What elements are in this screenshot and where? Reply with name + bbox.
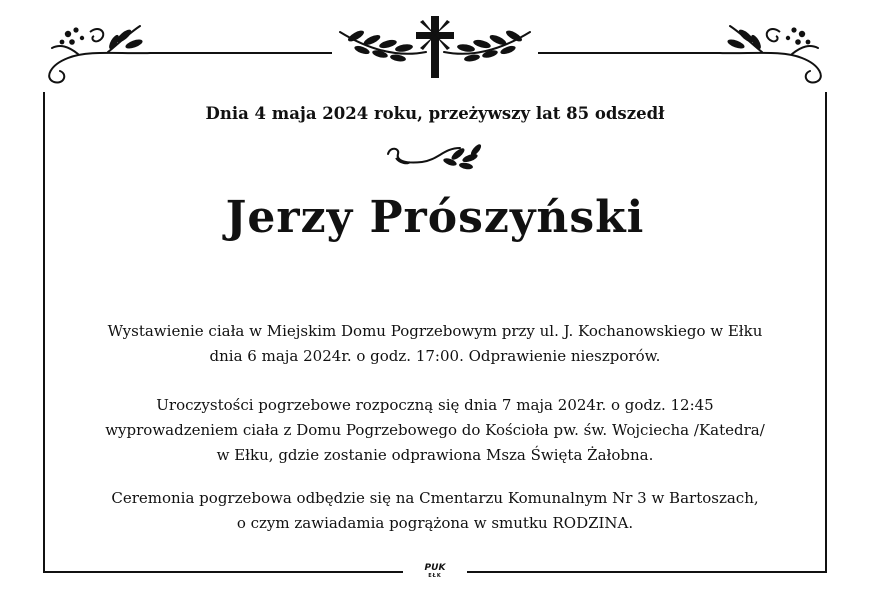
paragraph-line: Uroczystości pogrzebowe rozpoczną się dnia 7 maja 2024r. o godz. 12:45 — [156, 396, 714, 414]
frame-bottom-border-left — [43, 571, 403, 573]
paragraph-line: dnia 6 maja 2024r. o godz. 17:00. Odprawienie nieszporów. — [209, 347, 661, 365]
frame-bottom-border-right — [467, 571, 827, 573]
ceremony-paragraph — [55, 393, 815, 468]
floral-swirl-icon — [717, 14, 832, 86]
burial-paragraph — [55, 486, 815, 536]
frame-top-line-left — [150, 52, 332, 54]
frame-top-line-right — [538, 52, 720, 54]
frame-right-border — [825, 92, 827, 573]
paragraph-line: Ceremonia pogrzebowa odbędzie się na Cmentarzu Komunalnym Nr 3 w Bartoszach, — [111, 489, 759, 507]
paragraph-line: w Ełku, gdzie zostanie odprawiona Msza Święta Żałobna. — [216, 446, 654, 464]
floral-swirl-icon — [38, 14, 153, 86]
viewing-paragraph — [55, 319, 815, 369]
leaf-swirl-icon — [386, 140, 486, 174]
notice-intro: Dnia 4 maja 2024 roku, przeżywszy lat 85 odszedł — [205, 104, 665, 123]
frame-left-border — [43, 92, 45, 573]
paragraph-line: wyprowadzeniem ciała z Domu Pogrzebowego do Kościoła pw. św. Wojciecha /Katedra/ — [105, 421, 765, 439]
cross-with-laurel-icon — [336, 14, 534, 80]
logo-line-1: PUK — [424, 563, 446, 573]
deceased-name: Jerzy Prószyński — [225, 192, 645, 243]
logo-line-2: EŁK — [428, 573, 442, 579]
paragraph-line: o czym zawiadamia pogrążona w smutku RODZINA. — [236, 514, 634, 532]
paragraph-line: Wystawienie ciała w Miejskim Domu Pogrzebowym przy ul. J. Kochanowskiego w Ełku — [107, 322, 763, 340]
puk-logo — [413, 563, 457, 583]
